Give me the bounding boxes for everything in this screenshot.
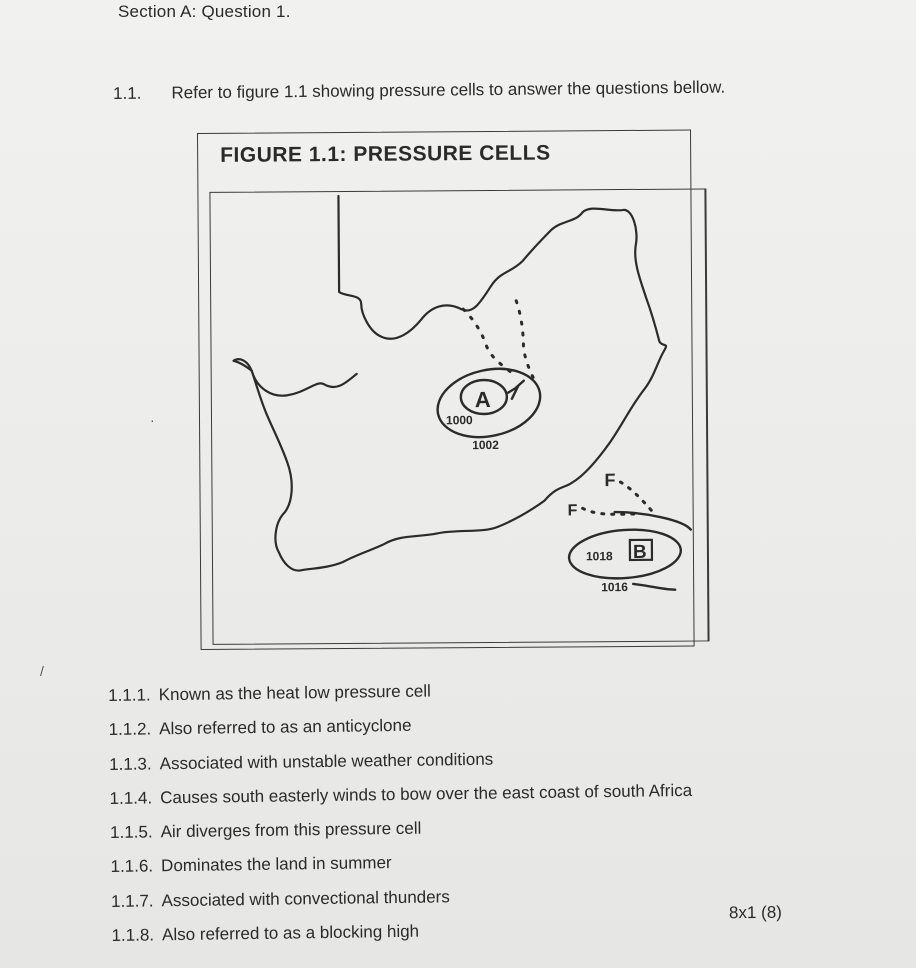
stray-mark: · (150, 412, 155, 428)
isobar-b-inner-label: 1018 (585, 549, 613, 564)
item-text: Dominates the land in summer (160, 853, 392, 876)
item-number: 1.1.8. (111, 925, 155, 946)
item-number: 1.1.7. (110, 891, 154, 911)
front-line-upper (620, 482, 652, 512)
item-text: Known as the heat low pressure cell (158, 681, 431, 705)
isobar-a-outer-label: 1002 (472, 437, 499, 453)
front-label-lower: F (567, 502, 578, 520)
section-header: Section A: Question 1. (118, 2, 291, 21)
south-africa-map (210, 189, 707, 643)
item-number: 1.1.4. (109, 788, 153, 808)
item-text: Also referred to as a blocking high (161, 921, 420, 945)
front-label-upper: F (604, 470, 616, 491)
item-number: 1.1.5. (109, 822, 153, 843)
item-text: Associated with unstable weather conditions (159, 749, 494, 773)
north-west-coast (252, 370, 357, 396)
item-number: 1.1.1. (108, 685, 151, 705)
marks-allocation: 8x1 (8) (728, 902, 783, 923)
item-text: Causes south easterly winds to bow over the east coast of south Africa (160, 780, 693, 808)
item-text: Associated with convectional thunders (161, 887, 450, 911)
isobar-b-outer-label: 1016 (601, 580, 628, 595)
question-items-list (108, 674, 812, 958)
figure-box (197, 130, 695, 650)
cell-a-mark (508, 381, 524, 399)
question-text: Refer to figure 1.1 showing pressure cells to answer the questions bellow. (171, 77, 726, 103)
question-number: 1.1. (113, 83, 142, 103)
cell-b-label: B (632, 541, 647, 563)
isobar-a-inner-label: 1000 (445, 413, 473, 428)
item-number: 1.1.2. (108, 719, 152, 740)
item-number: 1.1.6. (110, 856, 154, 877)
figure-title: FIGURE 1.1: PRESSURE CELLS (220, 141, 551, 167)
item-text: Also referred to as an anticyclone (159, 716, 412, 739)
trough-line-east (516, 301, 534, 379)
item-text: Air diverges from this pressure cell (160, 818, 422, 842)
isobar-1018 (567, 526, 682, 582)
trough-line (463, 309, 511, 373)
map-frame (209, 188, 709, 644)
item-number: 1.1.3. (108, 753, 152, 774)
cell-a-label: A (474, 386, 491, 413)
question-intro (113, 78, 725, 104)
stray-mark: / (40, 663, 44, 679)
